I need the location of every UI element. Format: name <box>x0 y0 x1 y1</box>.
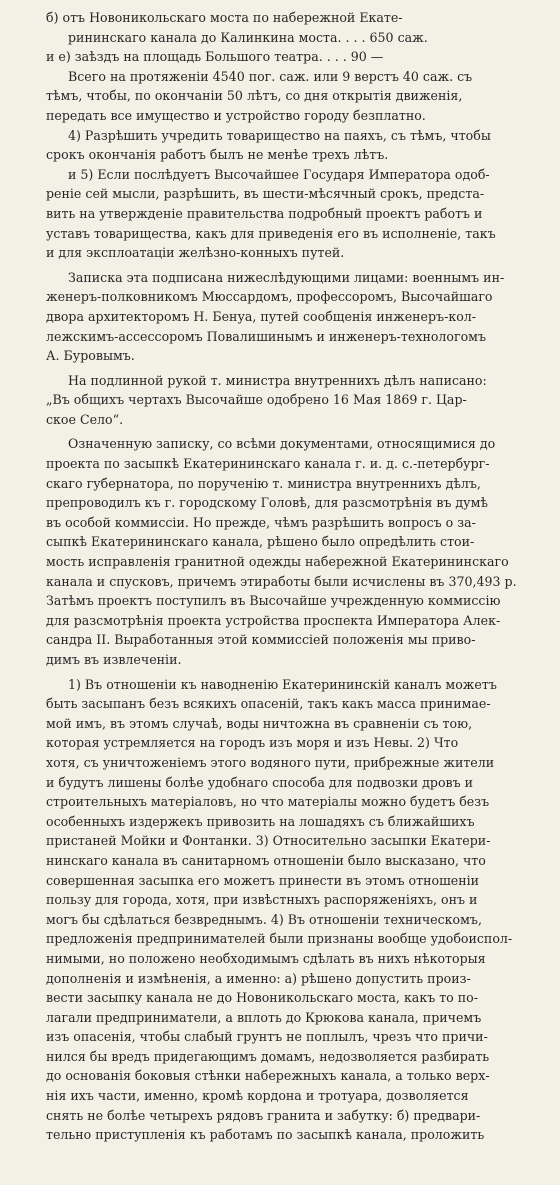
text-line: хотя, съ уничтоженіемъ этого водяного пути, прибрежные жители <box>46 754 495 770</box>
text-line: двора архитекторомъ Н. Бенуа, путей сообщенія инженеръ-кол- <box>46 308 477 324</box>
text-column <box>46 8 530 1145</box>
text-line: дополненія и измѣненія, а именно: а) рѣшено допустить произ- <box>46 970 471 986</box>
text-line: сандра II. Выработанныя этой коммиссіей положенія мы приво- <box>46 632 476 648</box>
text-line: тельно приступленія къ работамъ по засыпкѣ канала, проложить <box>46 1127 485 1143</box>
text-line: предложенія предпринимателей были признаны вообще удобоиспол- <box>46 931 513 947</box>
text-line: мость исправленія гранитной одежды набережной Екатерининскаго <box>46 554 509 570</box>
text-line: совершенная засыпка его можетъ принести въ этомъ отношеніи <box>46 872 480 888</box>
text-line: Записка эта подписана нижеслѣдующими лицами: военнымъ ин- <box>68 269 505 285</box>
text-line: сыпкѣ Екатерининскаго канала, рѣшено было опредѣлить стои- <box>46 534 475 550</box>
text-line: нился бы вредъ придегающимъ домамъ, недозволяется разбирать <box>46 1048 490 1064</box>
text-line: Всего на протяженіи 4540 пог. саж. или 9 верстъ 40 саж. съ <box>68 68 473 84</box>
text-line: 4) Разрѣшить учредить товарищество на паяхъ, съ тѣмъ, чтобы <box>68 127 491 143</box>
text-line: пользу для города, хотя, при извѣстныхъ распоряженіяхъ, онъ и <box>46 892 478 908</box>
text-line: снять не болѣе четырехъ рядовъ гранита и забутку: б) предвари- <box>46 1107 481 1123</box>
text-line: до основанія боковыя стѣнки набережныхъ канала, а только верх- <box>46 1068 490 1084</box>
text-line: передать все имущество и устройство городу безплатно. <box>46 107 426 123</box>
text-line: и 5) Если послѣдуетъ Высочайшее Государя Императора одоб- <box>68 166 490 182</box>
text-line: нимыми, но положено необходимымъ сдѣлать въ нихъ нѣкоторыя <box>46 950 486 966</box>
text-line: лежскимъ-ассессоромъ Повалишинымъ и инженеръ-технологомъ <box>46 328 486 344</box>
text-line: димъ въ извлеченіи. <box>46 652 182 667</box>
text-line: препроводилъ къ г. городскому Головѣ, для разсмотрѣнія въ думѣ <box>46 495 488 511</box>
text-line: для разсмотрѣнія проекта устройства проспекта Императора Алек- <box>46 612 501 628</box>
text-line: тѣмъ, чтобы, по окончаніи 50 лѣтъ, со дня открытія движенія, <box>46 88 463 104</box>
text-line: мой имъ, въ этомъ случаѣ, воды ничтожна въ сравненіи съ тою, <box>46 715 473 731</box>
text-line: А. Буровымъ. <box>46 348 135 364</box>
text-line: 1) Въ отношеніи къ наводненію Екатерининскій каналъ можетъ <box>68 676 497 692</box>
text-line: которая устремляется на городъ изъ моря и изъ Невы. 2) Что <box>46 735 459 751</box>
text-line: „Въ общихъ чертахъ Высочайше одобрено 16 Мая 1869 г. Цар- <box>46 392 467 408</box>
text-line: рининскаго канала до Калинкина моста. . . . 650 саж. <box>68 29 428 45</box>
text-line: нинскаго канала въ санитарномъ отношеніи было высказано, что <box>46 852 486 868</box>
text-line: Затѣмъ проектъ поступилъ въ Высочайше учрежденную коммиссію <box>46 593 501 609</box>
text-line: лагали предприниматели, а вплоть до Крюкова канала, причемъ <box>46 1009 482 1025</box>
text-line: и будутъ лишены болѣе удобнаго способа для подвозки дровъ и <box>46 774 474 790</box>
text-line: уставъ товарищества, какъ для приведенія его въ исполненіе, такъ <box>46 225 496 241</box>
text-line: пристаней Мойки и Фонтанки. 3) Относительно засыпки Екатери- <box>46 833 491 849</box>
text-line: б) отъ Новоникольскаго моста по набережной Екате- <box>46 10 403 25</box>
text-line: скаго губернатора, по порученію т. министра внутреннихъ дѣлъ, <box>46 475 481 491</box>
text-line: могъ бы сдѣлаться безвреднымъ. 4) Въ отношеніи техническомъ, <box>46 911 482 927</box>
text-line: строительныхъ матеріаловъ, но что матеріалы можно будетъ безъ <box>46 794 490 810</box>
text-line: ское Село“. <box>46 411 124 427</box>
text-line: срокъ окончанія работъ былъ не менѣе трехъ лѣтъ. <box>46 147 389 163</box>
text-line: быть засыпанъ безъ всякихъ опасеній, такъ какъ масса принимае- <box>46 696 491 712</box>
text-line: особенныхъ издержекъ привозить на лошадяхъ съ ближайшихъ <box>46 813 475 829</box>
text-line: На подлинной рукой т. министра внутреннихъ дѣлъ написано: <box>68 372 487 388</box>
text-line: и для эксплоатаціи желѣзно-конныхъ путей. <box>46 245 345 261</box>
text-line: проекта по засыпкѣ Екатерининскаго канала г. и. д. с.-петербург- <box>46 456 490 472</box>
text-line: нія ихъ части, именно, кромѣ кордона и тротуара, дозволяется <box>46 1088 469 1104</box>
text-line: вить на утвержденіе правительства подробный проектъ работъ и <box>46 205 483 221</box>
text-line: въ особой коммиссіи. Но прежде, чѣмъ разрѣшить вопросъ о за- <box>46 514 476 530</box>
text-line: женеръ-полковникомъ Мюссардомъ, профессоромъ, Высочайшаго <box>46 289 493 305</box>
text-line: вести засыпку канала не до Новоникольскаго моста, какъ то по- <box>46 990 478 1006</box>
text-line: реніе сей мысли, разрѣшить, въ шести-мѣсячный срокъ, предста- <box>46 186 485 202</box>
text-line: изъ опасенія, чтобы слабый грунтъ не поплылъ, чрезъ что причи- <box>46 1029 488 1045</box>
text-line: и е) заѣздъ на площадь Большого театра. . . . 90 — <box>46 49 384 65</box>
text-line: Означенную записку, со всѣми документами, относящимися до <box>68 436 496 452</box>
text-line: канала и спусковъ, причемъ этиработы были исчислены въ 370,493 р. <box>46 573 517 589</box>
